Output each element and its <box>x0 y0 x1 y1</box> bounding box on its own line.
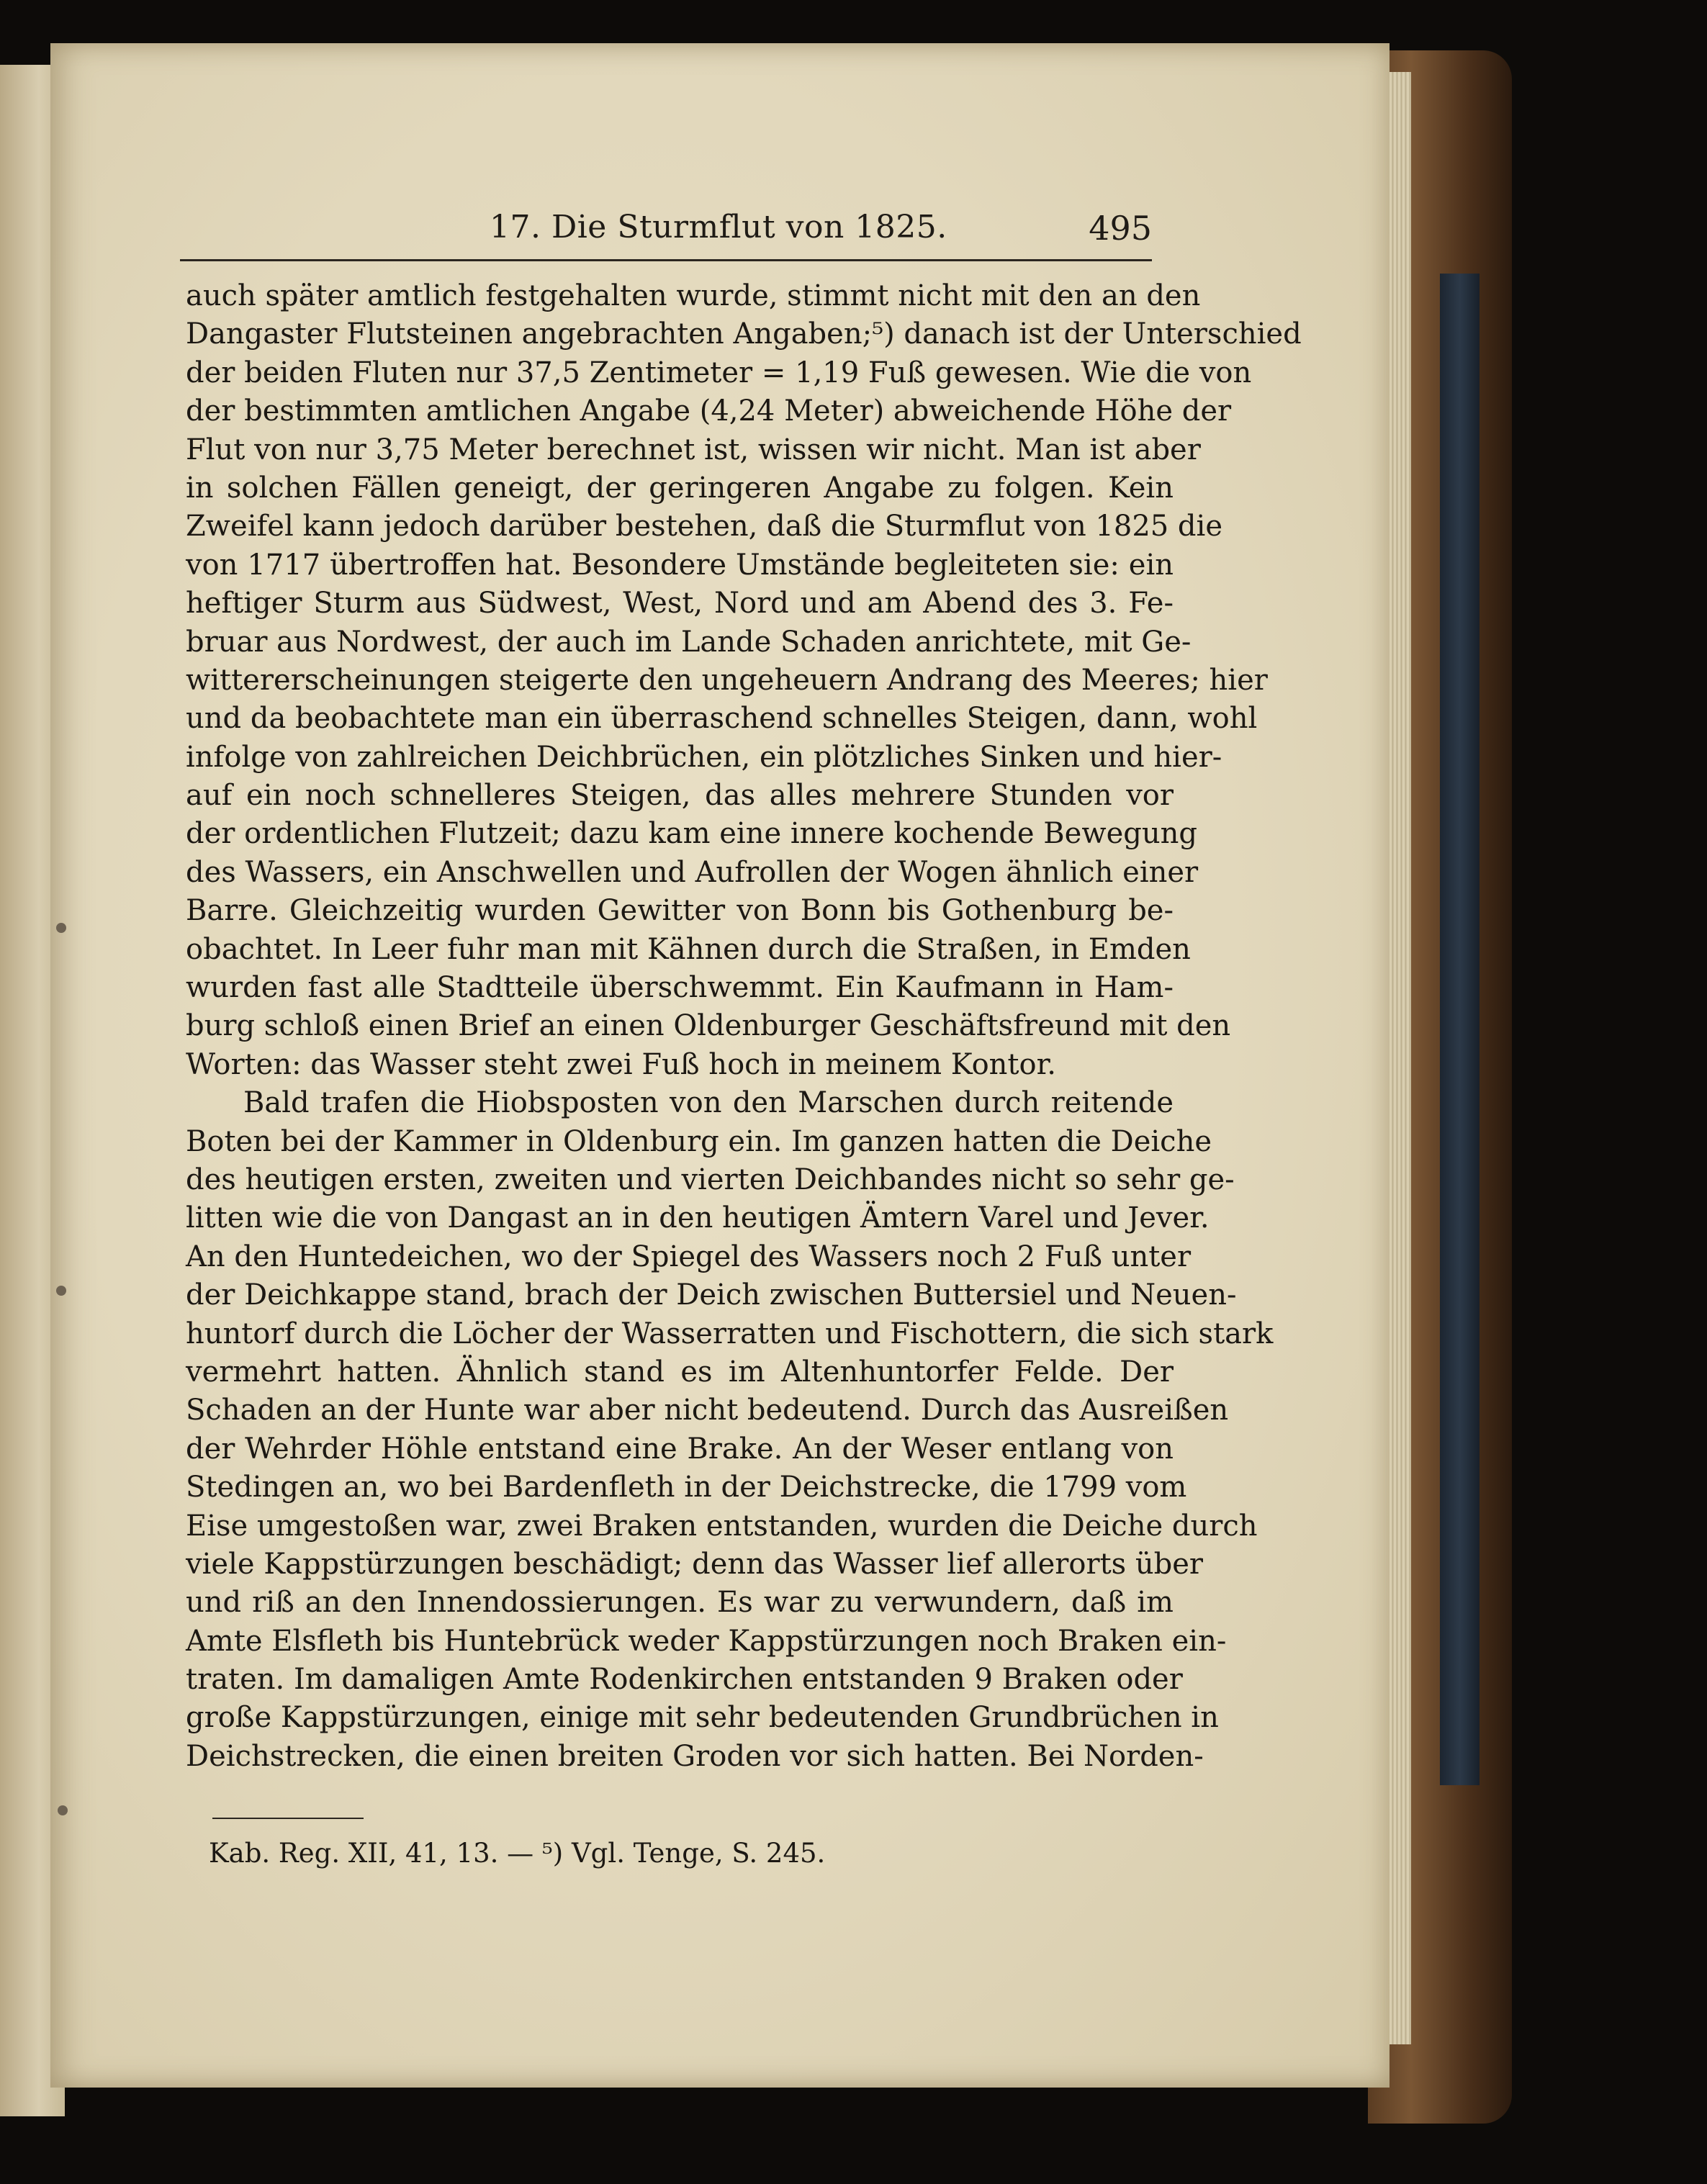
text-line: und riß an den Innendossierungen. Es war zu verwundern, daß im <box>186 1586 1174 1620</box>
text-line: und da beobachtete man ein überraschend schnelles Steigen, dann, wohl <box>186 702 1258 736</box>
text-line: der Deichkappe stand, brach der Deich zwischen Buttersiel und Neuen- <box>186 1278 1237 1312</box>
text-line: der bestimmten amtlichen Angabe (4,24 Meter) abweichende Höhe der <box>186 394 1232 428</box>
text-line: vermehrt hatten. Ähnlich stand es im Altenhuntorfer Felde. Der <box>186 1355 1174 1389</box>
text-line: bruar aus Nordwest, der auch im Lande Schaden anrichtete, mit Ge- <box>186 625 1192 659</box>
text-line: von 1717 übertroffen hat. Besondere Umstände begleiteten sie: ein <box>186 548 1174 582</box>
binding-thread-mark <box>56 1286 66 1296</box>
text-line: Zweifel kann jedoch darüber bestehen, daß die Sturmflut von 1825 die <box>186 510 1222 543</box>
text-line: Boten bei der Kammer in Oldenburg ein. Im ganzen hatten die Deiche <box>186 1124 1212 1158</box>
text-line: Stedingen an, wo bei Bardenfleth in der Deichstrecke, die 1799 vom <box>186 1471 1187 1504</box>
text-line: Barre. Gleichzeitig wurden Gewitter von Bonn bis Gothenburg be- <box>186 894 1174 928</box>
footnote: Kab. Reg. XII, 41, 13. — ⁵) Vgl. Tenge, S. 245. <box>209 1838 826 1869</box>
page-number: 495 <box>1089 209 1152 248</box>
binding-thread-mark <box>56 923 66 933</box>
text-line: heftiger Sturm aus Südwest, West, Nord und am Abend des 3. Fe- <box>186 587 1174 621</box>
text-line: der Wehrder Höhle entstand eine Brake. An der Weser entlang von <box>186 1432 1174 1466</box>
text-line: in solchen Fällen geneigt, der geringeren Angabe zu folgen. Kein <box>186 471 1174 505</box>
text-line: Flut von nur 3,75 Meter berechnet ist, wissen wir nicht. Man ist aber <box>186 433 1201 466</box>
text-line: Bald trafen die Hiobsposten von den Marschen durch reitende <box>243 1086 1174 1120</box>
text-line: Schaden an der Hunte war aber nicht bedeutend. Durch das Ausreißen <box>186 1394 1229 1427</box>
text-line: große Kappstürzungen, einige mit sehr bedeutenden Grundbrüchen in <box>186 1701 1219 1735</box>
text-line: wurden fast alle Stadtteile überschwemmt. Ein Kaufmann in Ham- <box>186 971 1174 1005</box>
running-head: 17. Die Sturmflut von 1825. <box>490 209 947 245</box>
text-line: An den Huntedeichen, wo der Spiegel des Wassers noch 2 Fuß unter <box>186 1240 1192 1273</box>
text-line: wittererscheinungen steigerte den ungeheuern Andrang des Meeres; hier <box>186 663 1268 697</box>
footnote-rule <box>212 1818 364 1819</box>
text-line: des heutigen ersten, zweiten und vierten Deichbandes nicht so sehr ge- <box>186 1163 1235 1196</box>
text-line: Eise umgestoßen war, zwei Braken entstanden, wurden die Deiche durch <box>186 1509 1258 1543</box>
text-line: obachtet. In Leer fuhr man mit Kähnen durch die Straßen, in Emden <box>186 932 1191 966</box>
text-line: viele Kappstürzungen beschädigt; denn das Wasser lief allerorts über <box>186 1547 1204 1581</box>
text-line: huntorf durch die Löcher der Wasserratten und Fischottern, die sich stark <box>186 1317 1274 1350</box>
text-line: burg schloß einen Brief an einen Oldenburger Geschäftsfreund mit den <box>186 1009 1231 1043</box>
text-line: Dangaster Flutsteinen angebrachten Angaben;⁵) danach ist der Unterschied <box>186 317 1302 351</box>
page-header <box>180 209 1152 261</box>
text-line: der ordentlichen Flutzeit; dazu kam eine innere kochende Bewegung <box>186 817 1197 851</box>
text-line: des Wassers, ein Anschwellen und Aufrollen der Wogen ähnlich einer <box>186 855 1199 889</box>
text-line: auch später amtlich festgehalten wurde, stimmt nicht mit den an den <box>186 279 1201 312</box>
text-line: Amte Elsfleth bis Huntebrück weder Kappstürzungen noch Braken ein- <box>186 1624 1227 1658</box>
text-line: der beiden Fluten nur 37,5 Zentimeter = 1,19 Fuß gewesen. Wie die von <box>186 356 1252 389</box>
text-line: Deichstrecken, die einen breiten Groden vor sich hatten. Bei Norden- <box>186 1739 1204 1773</box>
text-line: auf ein noch schnelleres Steigen, das alles mehrere Stunden vor <box>186 779 1174 813</box>
text-line: traten. Im damaligen Amte Rodenkirchen entstanden 9 Braken oder <box>186 1663 1183 1697</box>
text-line: infolge von zahlreichen Deichbrüchen, ein plötzliches Sinken und hier- <box>186 740 1222 774</box>
binding-thread-mark <box>58 1805 68 1815</box>
book-spine-cloth <box>1440 274 1479 1785</box>
text-line: litten wie die von Dangast an in den heutigen Ämtern Varel und Jever. <box>186 1201 1210 1235</box>
body-text <box>186 277 1302 1776</box>
text-line: Worten: das Wasser steht zwei Fuß hoch in meinem Kontor. <box>186 1047 1057 1081</box>
